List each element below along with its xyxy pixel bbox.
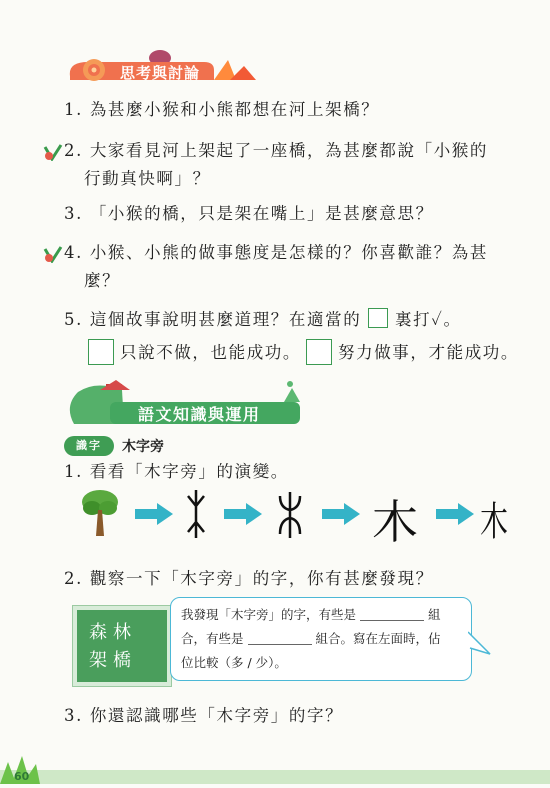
- option-label-1: 只說不做，也能成功。: [120, 343, 301, 362]
- question-5: [64, 306, 462, 334]
- lesson-question-2: [64, 565, 434, 593]
- arrow-right-icon: [224, 503, 264, 525]
- question-4: [64, 239, 488, 295]
- question-number: 2.: [64, 141, 83, 160]
- grass-icon: [0, 754, 60, 788]
- lesson-question-3: [64, 702, 343, 730]
- question-marker-icon: [43, 245, 63, 267]
- question-2: [64, 137, 488, 193]
- question-text-line1: 大家看見河上架起了一座橋，為甚麼都說「小猴的: [89, 141, 489, 160]
- question-number: 1.: [64, 462, 83, 481]
- bubble-text: 組: [427, 607, 441, 622]
- question-text: 為甚麼小猴和小熊都想在河上架橋？: [89, 100, 380, 119]
- fill-blank[interactable]: [248, 630, 312, 645]
- bubble-text: 組合。寫在左面時，佔: [315, 631, 441, 646]
- question-text: 這個故事說明甚麼道理？在適當的: [89, 310, 362, 329]
- subsection-title: 木字旁: [122, 439, 164, 455]
- question-3: [64, 200, 434, 228]
- arrow-right-icon: [436, 503, 476, 525]
- bubble-line-1: [181, 603, 469, 627]
- evolution-char-radical: 木: [480, 499, 508, 545]
- card-char: 架: [89, 650, 113, 671]
- example-checkbox-icon: [368, 308, 388, 328]
- question-text-after: 裏打✓。: [395, 310, 462, 329]
- speech-bubble: [170, 597, 472, 681]
- bubble-line-3: 位比較（多 / 少）。: [181, 655, 287, 670]
- question-text-line1: 小猴、小熊的做事態度是怎樣的？你喜歡誰？為甚: [89, 243, 489, 262]
- question-1: [64, 96, 379, 124]
- section-banner-thinking: [64, 46, 264, 84]
- question-number: 3.: [64, 706, 83, 725]
- question-number: 1.: [64, 100, 83, 119]
- evolution-char-regular: 木: [372, 495, 418, 549]
- question-text: 「小猴的橋，只是架在嘴上」是甚麼意思？: [89, 204, 434, 223]
- arrow-right-icon: [135, 503, 175, 525]
- question-number: 2.: [64, 569, 83, 588]
- option-label-2: 努力做事，才能成功。: [338, 343, 519, 362]
- footer-bar: [0, 770, 550, 784]
- fill-blank[interactable]: [360, 606, 424, 621]
- card-char: 林: [113, 622, 137, 643]
- badge-label: 識字: [76, 439, 102, 452]
- question-number: 3.: [64, 204, 83, 223]
- question-number: 5.: [64, 310, 83, 329]
- tree-icon: [80, 488, 120, 542]
- option-checkbox-1[interactable]: [88, 339, 114, 365]
- oracle-bone-char-icon: [186, 490, 206, 542]
- lesson-question-1: [64, 458, 289, 486]
- character-card: [73, 606, 171, 686]
- bubble-text: 合，有些是: [181, 631, 244, 646]
- section-banner-language: [60, 376, 300, 426]
- section-title-language: 語文知識與運用: [138, 405, 261, 424]
- page-number: 60: [14, 770, 30, 783]
- card-char: 森: [89, 622, 113, 643]
- question-text-line2: 麼？: [84, 271, 121, 290]
- question-text-line2: 行動真快啊」？: [84, 169, 211, 188]
- card-char: 橋: [113, 650, 137, 671]
- question-number: 4.: [64, 243, 83, 262]
- question-text: 你還認識哪些「木字旁」的字？: [89, 706, 344, 725]
- question-text: 看看「木字旁」的演變。: [89, 462, 289, 481]
- bubble-line-2: [181, 627, 469, 651]
- arrow-right-icon: [322, 503, 362, 525]
- question-marker-icon: [43, 143, 63, 165]
- section-title-thinking: 思考與討論: [120, 64, 201, 82]
- bubble-tail-icon: [468, 628, 494, 662]
- seal-script-char-icon: [276, 492, 304, 542]
- literacy-badge: [64, 436, 114, 456]
- question-text: 觀察一下「木字旁」的字，你有甚麼發現？: [89, 569, 434, 588]
- option-checkbox-2[interactable]: [306, 339, 332, 365]
- bubble-text: 我發現「木字旁」的字，有些是: [181, 607, 357, 622]
